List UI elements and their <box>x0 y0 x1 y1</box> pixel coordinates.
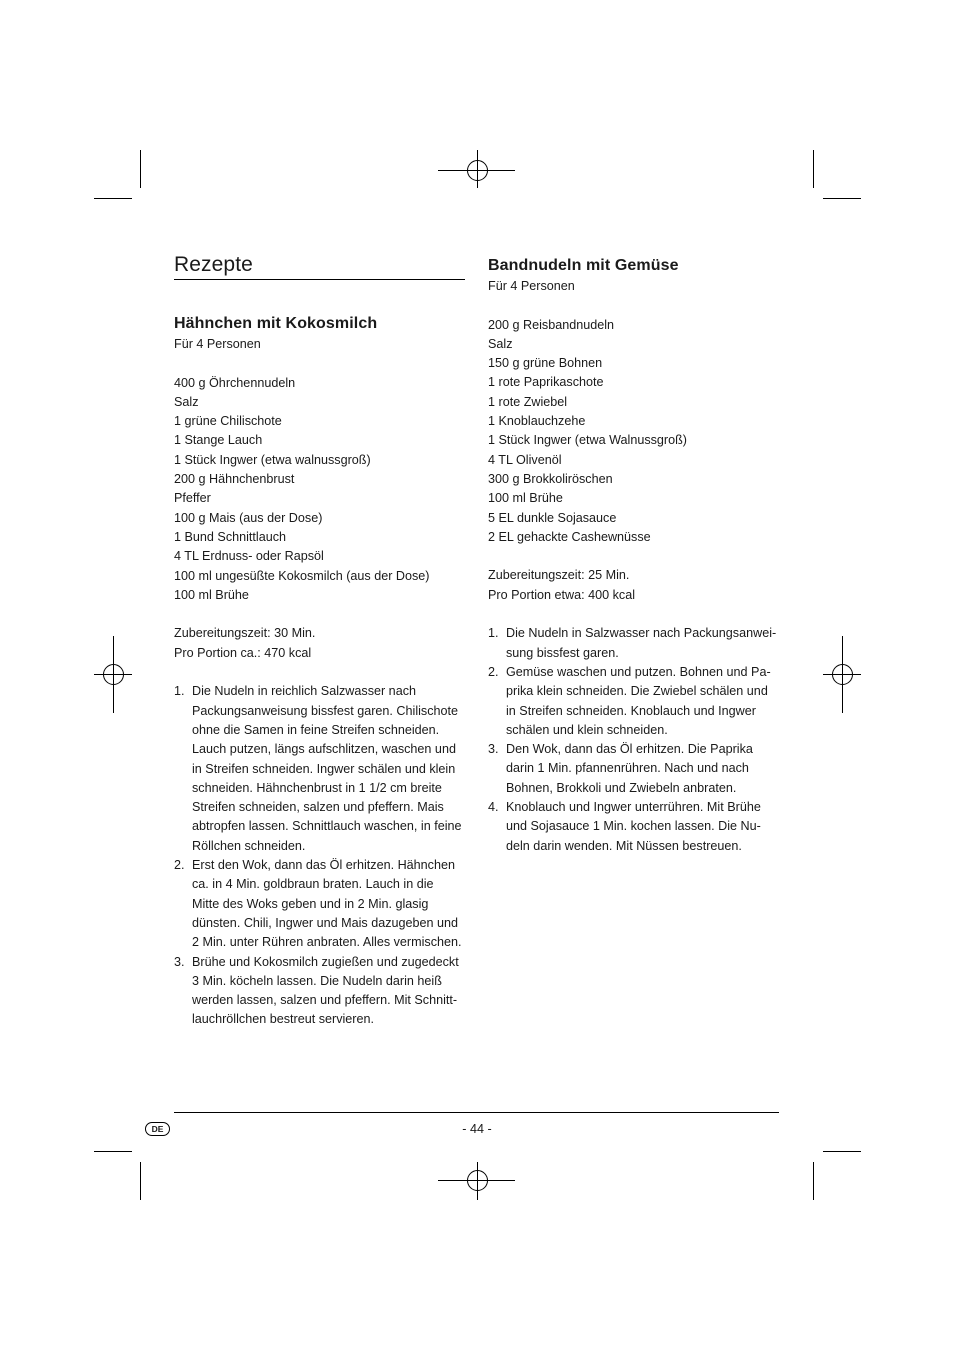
step-text: 2 Min. unter Rühren anbraten. Alles vermischen. <box>192 935 462 950</box>
step-text: ca. in 4 Min. goldbraun braten. Lauch in die <box>192 877 434 892</box>
calories: Pro Portion etwa: 400 kcal <box>488 587 636 602</box>
recipe-bandnudeln-gemuese <box>488 255 780 856</box>
ingredient-item: 100 ml Brühe <box>174 587 249 602</box>
prep-time: Zubereitungszeit: 25 Min. <box>488 568 630 583</box>
servings: Für 4 Personen <box>488 279 575 293</box>
step-text: in Streifen schneiden. Ingwer schälen und klein <box>192 761 456 776</box>
step-text: prika klein schneiden. Die Zwiebel schälen und <box>506 684 768 699</box>
language-badge: DE <box>145 1122 170 1136</box>
step-text: 3 Min. köcheln lassen. Die Nudeln darin heiß <box>192 973 442 988</box>
step-item <box>174 953 466 1030</box>
servings: Für 4 Personen <box>174 337 261 351</box>
step-text: schneiden. Hähnchenbrust in 1 1/2 cm breite <box>192 780 442 795</box>
step-item <box>174 682 466 856</box>
step-text: lauchröllchen bestreut servieren. <box>192 1012 375 1027</box>
step-item <box>488 624 780 663</box>
step-text: Die Nudeln in reichlich Salzwasser nach <box>192 684 416 699</box>
step-text: Packungsanweisung bissfest garen. Chilischote <box>192 703 459 718</box>
ingredient-item: 4 TL Olivenöl <box>488 452 562 467</box>
crop-mark <box>94 1151 132 1152</box>
step-text: Brühe und Kokosmilch zugießen und zugedeckt <box>192 954 459 969</box>
ingredient-item: 200 g Reisbandnudeln <box>488 317 615 332</box>
step-text: Erst den Wok, dann das Öl erhitzen. Hähnchen <box>192 858 455 873</box>
recipe-haehnchen-kokosmilch <box>174 313 466 1030</box>
ingredient-list <box>174 374 466 606</box>
step-text: Streifen schneiden, salzen und pfeffern. Mais <box>192 800 444 815</box>
ingredient-item: 300 g Brokkoliröschen <box>488 471 613 486</box>
step-text: Röllchen schneiden. <box>192 838 306 853</box>
step-text: Mitte des Woks geben und in 2 Min. glasig <box>192 896 429 911</box>
recipe-title: Bandnudeln mit Gemüse <box>488 257 679 274</box>
step-item <box>488 798 780 856</box>
step-text: abtropfen lassen. Schnittlauch waschen, in feine <box>192 819 462 834</box>
step-text: dünsten. Chili, Ingwer und Mais dazugeben und <box>192 915 459 930</box>
calories: Pro Portion ca.: 470 kcal <box>174 645 312 660</box>
page-title: Rezepte <box>174 253 465 280</box>
ingredient-item: 1 rote Zwiebel <box>488 394 568 409</box>
step-text: schälen und klein schneiden. <box>506 722 668 737</box>
step-number: 4. <box>488 800 499 815</box>
crop-mark <box>94 198 132 199</box>
ingredient-item: 200 g Hähnchenbrust <box>174 472 295 487</box>
step-text: Knoblauch und Ingwer unterrühren. Mit Brühe <box>506 800 761 815</box>
ingredient-item: Salz <box>488 336 513 351</box>
ingredient-item: 1 Stange Lauch <box>174 433 263 448</box>
ingredient-item: Salz <box>174 394 199 409</box>
step-item <box>488 663 780 740</box>
step-list <box>174 682 466 1029</box>
ingredient-item: 1 Stück Ingwer (etwa walnussgroß) <box>174 452 371 467</box>
ingredient-item: 1 Bund Schnittlauch <box>174 529 287 544</box>
step-text: werden lassen, salzen und pfeffern. Mit Schnitt- <box>192 993 458 1008</box>
footer-divider <box>174 1112 779 1113</box>
step-number: 2. <box>488 664 499 679</box>
step-text: deln darin wenden. Mit Nüssen bestreuen. <box>506 838 742 853</box>
crop-mark <box>140 1162 141 1200</box>
step-text: Gemüse waschen und putzen. Bohnen und Pa- <box>506 664 771 679</box>
step-number: 1. <box>488 626 499 641</box>
page-number: - 44 - <box>462 1122 492 1136</box>
step-text: Bohnen, Brokkoli und Zwiebeln anbraten. <box>506 780 737 795</box>
step-number: 3. <box>488 742 499 757</box>
ingredient-item: 2 EL gehackte Cashewnüsse <box>488 529 651 544</box>
step-text: Die Nudeln in Salzwasser nach Packungsanwei- <box>506 626 777 641</box>
ingredient-item: 1 rote Paprikaschote <box>488 375 604 390</box>
ingredient-item: 1 Stück Ingwer (etwa Walnussgroß) <box>488 433 688 448</box>
ingredient-item: 4 TL Erdnuss- oder Rapsöl <box>174 549 324 564</box>
ingredient-item: 5 EL dunkle Sojasauce <box>488 510 617 525</box>
step-number: 3. <box>174 954 185 969</box>
ingredient-item: 1 grüne Chilischote <box>174 414 282 429</box>
step-item <box>174 856 466 952</box>
step-text: in Streifen schneiden. Knoblauch und Ingwer <box>506 703 756 718</box>
step-number: 2. <box>174 858 185 873</box>
step-list <box>488 624 780 856</box>
step-number: 1. <box>174 684 185 699</box>
ingredient-item: Pfeffer <box>174 491 211 506</box>
step-item <box>488 740 780 798</box>
step-text: und Sojasauce 1 Min. kochen lassen. Die Nu- <box>506 819 761 834</box>
ingredient-item: 100 ml Brühe <box>488 491 563 506</box>
ingredient-item: 1 Knoblauchzehe <box>488 414 586 429</box>
step-text: Lauch putzen, längs aufschlitzen, waschen und <box>192 742 456 757</box>
step-text: sung bissfest garen. <box>506 645 619 660</box>
crop-mark <box>823 198 861 199</box>
crop-mark <box>813 1162 814 1200</box>
crop-mark <box>813 150 814 188</box>
prep-time: Zubereitungszeit: 30 Min. <box>174 626 316 641</box>
recipe-title: Hähnchen mit Kokosmilch <box>174 315 378 332</box>
step-text: Den Wok, dann das Öl erhitzen. Die Paprika <box>506 742 753 757</box>
ingredient-item: 100 g Mais (aus der Dose) <box>174 510 323 525</box>
ingredient-list <box>488 316 780 548</box>
ingredient-item: 100 ml ungesüßte Kokosmilch (aus der Dose) <box>174 568 430 583</box>
ingredient-item: 400 g Öhrchennudeln <box>174 375 296 390</box>
ingredient-item: 150 g grüne Bohnen <box>488 356 603 371</box>
crop-mark <box>140 150 141 188</box>
step-text: ohne die Samen in feine Streifen schneiden. <box>192 722 440 737</box>
step-text: darin 1 Min. pfannenrühren. Nach und nach <box>506 761 749 776</box>
crop-mark <box>823 1151 861 1152</box>
